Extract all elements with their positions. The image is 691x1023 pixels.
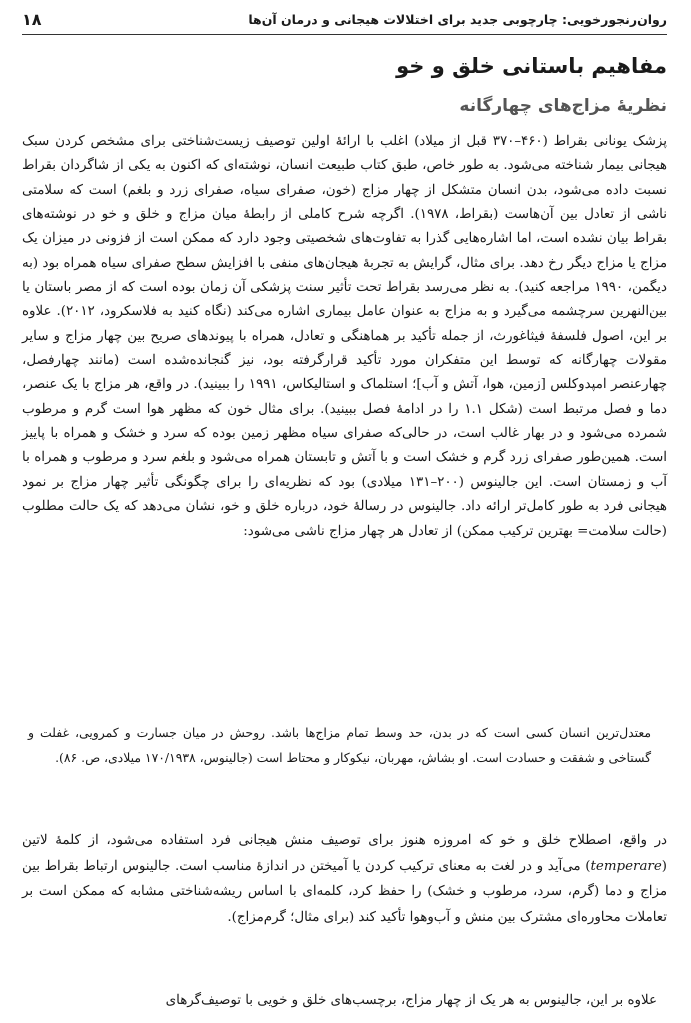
body-paragraph-3: علاوه بر این، جالینوس به هر یک از چهار مزاج، برچسب‌های خلق و خویی با توصیف‌گرهای	[165, 993, 657, 1008]
running-title: روان‌رنجورخویی: چارچوبی جدید برای اختلالات هیجانی و درمان آن‌ها	[248, 11, 667, 27]
paragraph-2-text-start: در واقع، اصطلاح خلق و خو که امروزه هنوز برای توصیف منش هیجانی فرد استفاده می‌شود، از کلمهٔ لاتین (	[22, 833, 667, 874]
chapter-title: مفاهیم باستانی خلق و خو	[396, 54, 667, 78]
body-paragraph-1: پزشک یونانی بقراط (۴۶۰–۳۷۰ قبل از میلاد) اغلب با ارائهٔ اولین توصیف زیست‌شناختی برای مشخص کردن سبک هیجانی بیمار شناخته می‌شود. به طور خاص، طبق کتاب طبیعت انسان، نوشته‌ای که اکنون به یکی از شاگردان بقراط نسبت داده می‌شود، بدن انسان متشکل از چهار مزاج (خون، صفرای سیاه، صفرای زرد و بلغم) است که سلامتی ناشی از تعادل بین آن‌هاست (بقراط، ۱۹۷۸). اگرچه شرح کاملی از رابطهٔ میان مزاج و خلق و خو در نوشته‌های بقراط بیان نشده است، اما اشاره‌هایی گذرا به تفاوت‌های شخصیتی وجود دارد که ممکن است از فزونی در میزان یک مزاج یا مزاج دیگر رخ دهد. برای مثال، گرایش به تجربهٔ هیجان‌های منفی با افزایش سطح صفرای سیاه همراه بود (به دیگمن، ۱۹۹۰ مراجعه کنید). به نظر می‌رسد بقراط تحت تأثیر سنت پزشکی آن زمان بوده است که از مصر باستان یا بین‌النهرین سرچشمه می‌گیرد و به مزاج به عنوان عامل بیماری اشاره می‌کند (نگاه کنید به فلاسکرود، ۲۰۱۲). علاوه بر این، اصول فلسفهٔ فیثاغورث، از جمله تأکید بر هماهنگی و تعادل، همراه با پیوندهای صریح بین چهار مزاج و سایر مقولات چهارگانه که توسط این متفکران مورد تأکید قرارگرفته بود، نیز گنجانده‌شده است (مانند چهارفصل، چهارعنصر امپدوکلس [زمین، هوا، آتش و آب]؛ استلماک و استالیکاس، ۱۹۹۱ را ببینید). در واقع، هر مزاج با یک عنصر، دما و فصل مرتبط است (شکل ۱.۱ را در ادامهٔ فصل ببینید). برای مثال خون که مظهر هوا است گرم و مرطوب شمرده می‌شود و در بهار غالب است، در حالی‌که صفرای سیاه مظهر زمین بوده که سرد و خشک و همراه با پاییز است. همین‌طور صفرای زرد گرم و خشک است و با آتش و تابستان همراه می‌شود و بلغم سرد و مرطوب و همراه با آب و زمستان است. این جالینوس (۲۰۰–۱۳۱ میلادی) بود که نظریه‌ای را برای چگونگی تأثیر چهار مزاج بر نمود هیجانی فرد به طور کامل‌تر ارائه داد. جالینوس در رسالهٔ خود، درباره خلق و خو، نشان می‌دهد که یک حالت مطلوب (حالت سلامت= بهترین ترکیب ممکن) از تعادل هر چهار مزاج ناشی می‌شود:	[22, 134, 668, 539]
page-number: ۱۸	[22, 9, 42, 29]
latin-term: temperare	[590, 858, 662, 874]
running-header	[22, 8, 667, 30]
header-rule	[22, 34, 667, 35]
section-title: نظریهٔ مزاج‌های چهارگانه	[459, 96, 667, 116]
paragraph-2-text-end: ) می‌آید و در لغت به معنای ترکیب کردن یا آمیختن در اندازهٔ مناسب است. جالینوس ارتباط بقراط بین مزاج و دما (گرم، سرد، مرطوب و خشک) را حفظ کرد، کلمه‌ای با اساس ریشه‌شناختی مشابه که ممکن است بر تعاملات محاوره‌ای مشترک بین منش و آب‌وهوا تأکید کند (برای مثال؛ گرم‌مزاج).	[22, 858, 667, 925]
block-quote: معتدل‌ترین انسان کسی است که در بدن، حد وسط تمام مزاج‌ها باشد. روحش در میان جسارت و کمرویی، غفلت و گستاخی و شفقت و حسادت است. او بشاش، مهربان، نیکوکار و محتاط است (جالینوس، ۱۷۰/۱۹۳۸ میلادی، ص. ۸۶).	[28, 725, 651, 765]
body-paragraph-2	[22, 828, 667, 930]
